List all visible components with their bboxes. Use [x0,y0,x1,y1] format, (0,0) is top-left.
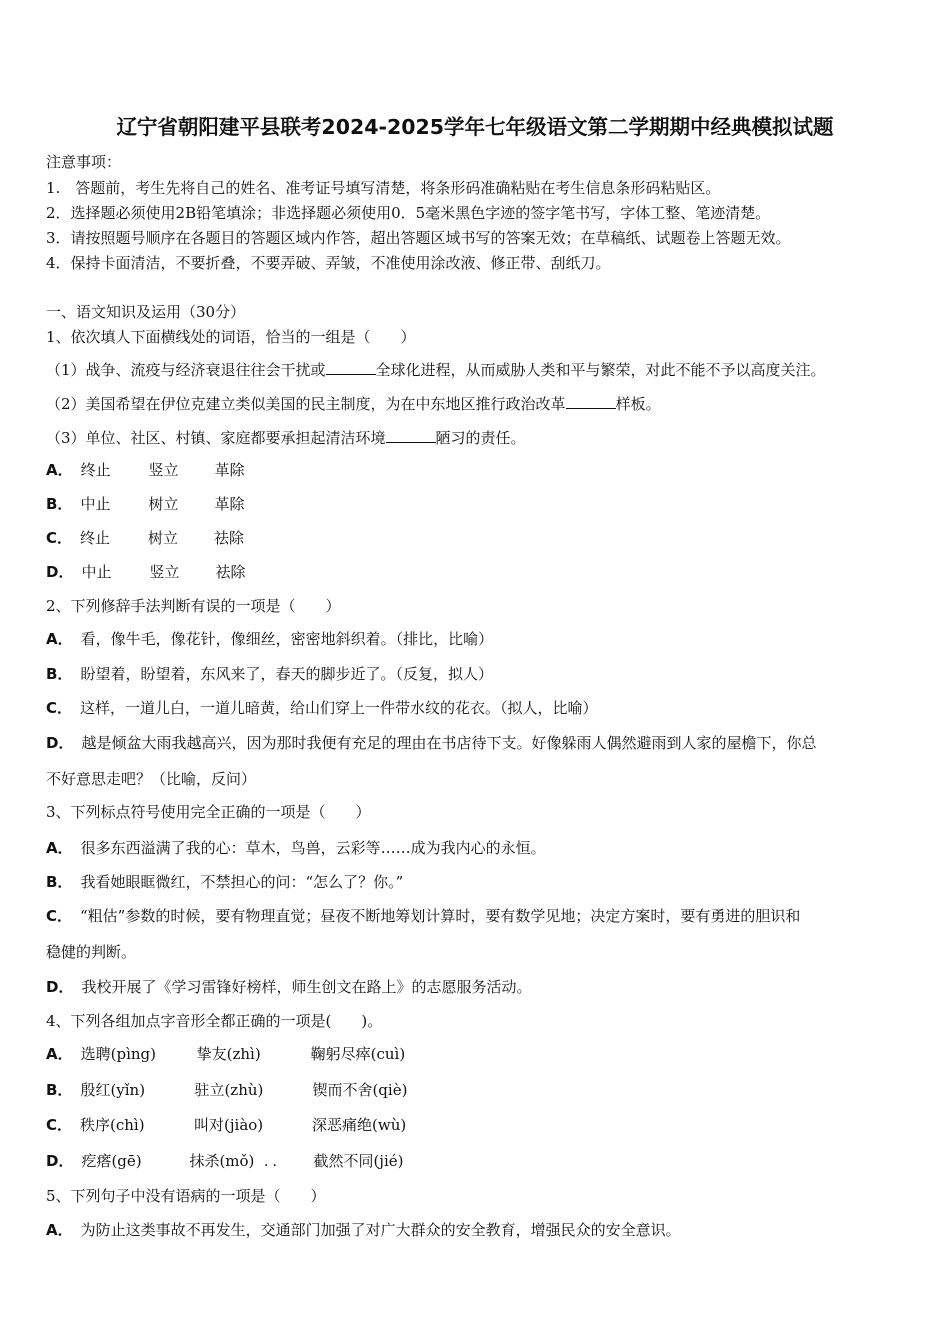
option-word: 树立 [148,495,179,513]
option-word: 秩序(chì) [80,1116,145,1134]
q1-sentence-3 [46,428,526,448]
notice-item-4: 4．保持卡面清洁，不要折叠，不要弄破、弄皱，不准使用涂改液、修正带、刮纸刀。 [46,254,611,272]
option-label: A． [46,461,73,479]
option-word: 竖立 [149,563,180,581]
notice-item-1: 1. 答题前，考生先将自己的姓名、准考证号填写清楚，将条形码准确粘贴在考生信息条形码粘贴区。 [46,179,721,197]
option-word: 深恶痛绝(wù) [312,1116,407,1134]
option-label: A． [46,839,73,857]
q2-option-d-continued: 不好意思走吧？（比喻，反问） [46,770,257,788]
option-text: 盼望着，盼望着，东风来了，春天的脚步近了。（反复，拟人） [80,665,493,683]
q2-option-c [46,698,598,718]
option-word: 挚友(zhì) [196,1045,261,1063]
option-word: 树立 [148,529,179,547]
option-label: D． [46,978,74,996]
q3-option-c-continued: 稳健的判断。 [46,943,137,961]
q3-option-c [46,906,800,926]
q1-s2-part-a: （2）美国希望在伊位克建立类似美国的民主制度，为在中东地区推行政治改革 [46,395,566,413]
notice-item-3: 3．请按照题号顺序在各题目的答题区域内作答，超出答题区域书写的答案无效；在草稿纸、试题卷上答题无效。 [46,229,791,247]
answer-blank [326,360,376,375]
option-text: 这样，一道儿白，一道儿暗黄，给山们穿上一件带水纹的花衣。（拟人，比喻） [80,699,598,717]
q2-stem: 2、下列修辞手法判断有误的一项是（ ） [46,597,341,615]
q1-s2-part-b: 样板。 [615,395,661,413]
option-word: 叫对(jiào) [194,1116,264,1134]
q1-sentence-2 [46,394,661,414]
notice-heading: 注意事项： [46,153,122,171]
q1-option-c [46,528,244,548]
option-label: B． [46,1081,73,1099]
option-label: B． [46,873,73,891]
q4-option-c [46,1115,406,1135]
option-label: C． [46,907,73,925]
q3-option-d [46,977,531,997]
page-title: 辽宁省朝阳建平县联考2024-2025学年七年级语文第二学期期中经典模拟试题 [116,115,834,139]
option-word: 中止 [80,495,111,513]
option-word: 抹杀(mǒ) [189,1152,255,1170]
option-text: “粗估”参数的时候，要有物理直觉；昼夜不断地筹划计算时，要有数学见地；决定方案时，要有勇进的胆识和 [80,907,801,925]
option-word: 革除 [214,495,245,513]
option-word: 驻立(zhù) [194,1081,264,1099]
q3-option-a [46,838,546,858]
q1-option-a [46,460,245,480]
q1-s1-part-a: （1）战争、流疫与经济衰退往往会干扰或 [46,361,326,379]
q1-option-d [46,562,245,582]
option-word: 截然不同(jié) [313,1152,404,1170]
answer-blank [386,428,436,443]
option-label: D． [46,563,74,581]
notice-item-2: 2．选择题必须使用2B铅笔填涂；非选择题必须使用0．5毫米黑色字迹的签字笔书写，字体工整、笔迹清楚。 [46,204,771,222]
option-label: C． [46,529,73,547]
q2-option-b [46,664,493,684]
q2-option-d [46,733,816,753]
q1-sentence-1 [46,360,826,380]
answer-blank [566,394,616,409]
q4-option-d [46,1151,403,1171]
q1-s1-part-b: 全球化进程，从而威胁人类和平与繁荣，对此不能不予以高度关注。 [375,361,826,379]
option-word: 疙瘩(gē) [81,1152,142,1170]
option-text: 我校开展了《学习雷锋好榜样，师生创文在路上》的志愿服务活动。 [81,978,532,996]
option-word: 祛除 [215,563,246,581]
option-label: A． [46,1045,73,1063]
option-text: 看，像牛毛，像花针，像细丝，密密地斜织着。（排比，比喻） [80,630,494,648]
option-label: A． [46,630,73,648]
emphasis-dots: ·· [264,1158,281,1174]
option-text: 我看她眼眶微红，不禁担心的问：“怎么了？你。” [80,873,404,891]
option-label: A． [46,1221,73,1239]
option-word: 选聘(pìng) [80,1045,156,1063]
option-word: 锲而不舍(qiè) [312,1081,408,1099]
option-label: B． [46,495,73,513]
q3-option-b [46,872,403,892]
option-text: 越是倾盆大雨我越高兴，因为那时我便有充足的理由在书店待下支。好像躲雨人偶然避雨到人家的屋檐下，你总 [81,734,817,752]
option-word: 竖立 [148,461,179,479]
q1-option-b [46,494,244,514]
q3-stem: 3、下列标点符号使用完全正确的一项是（ ） [46,803,371,821]
option-word: 鞠躬尽瘁(cuì) [310,1045,406,1063]
option-text: 很多东西溢满了我的心：草木，鸟兽，云彩等……成为我内心的永恒。 [80,839,546,857]
option-label: C． [46,699,73,717]
q2-option-a [46,629,493,649]
option-word: 中止 [81,563,112,581]
option-label: D． [46,1152,74,1170]
option-label: C． [46,1116,73,1134]
option-label: B． [46,665,73,683]
q5-stem: 5、下列句子中没有语病的一项是（ ） [46,1187,326,1205]
option-word: 终止 [80,529,111,547]
q4-option-a [46,1044,405,1064]
q1-s3-part-a: （3）单位、社区、村镇、家庭都要承担起清洁环境 [46,429,386,447]
option-word: 殷红(yǐn) [80,1081,146,1099]
q5-option-a [46,1220,681,1240]
q1-stem: 1、依次填人下面横线处的词语，恰当的一组是（ ） [46,328,416,346]
q4-option-b [46,1080,407,1100]
option-label: D． [46,734,74,752]
q4-stem: 4、下列各组加点字音形全都正确的一项是( )。 [46,1012,383,1030]
section-heading: 一、语文知识及运用（30分） [46,303,246,321]
option-word: 革除 [214,461,245,479]
option-word: 祛除 [214,529,245,547]
option-word: 终止 [80,461,111,479]
option-text: 为防止这类事故不再发生，交通部门加强了对广大群众的安全教育，增强民众的安全意识。 [80,1221,681,1239]
q1-s3-part-b: 陋习的责任。 [435,429,526,447]
